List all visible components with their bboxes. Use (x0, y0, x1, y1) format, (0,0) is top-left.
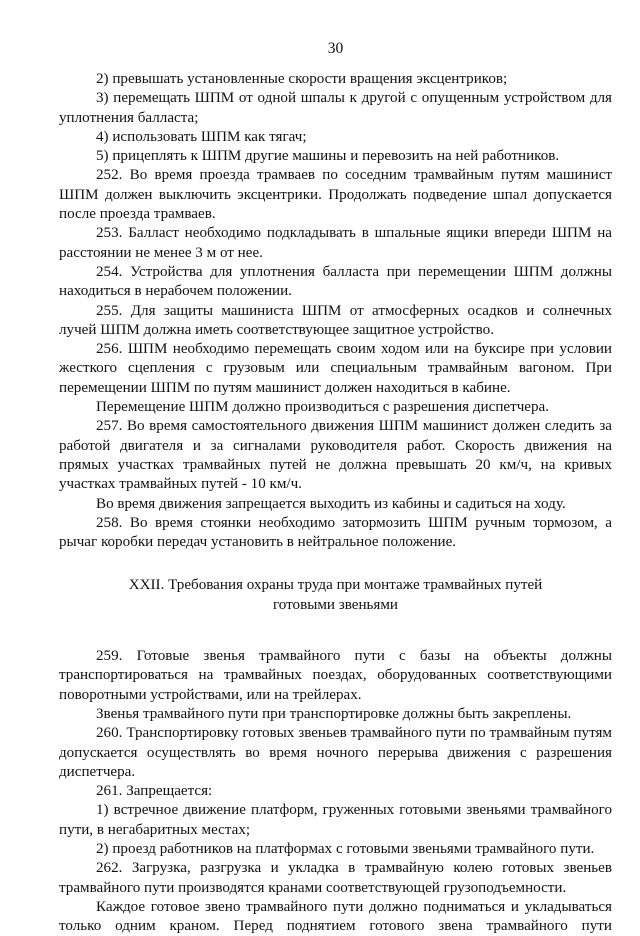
paragraph: 5) прицеплять к ШПМ другие машины и перевозить на ней работников. (96, 148, 560, 165)
paragraph: 259. Готовые звенья трамвайного пути с базы на объекты должны транспортироваться на трамвайных поездах, оборудованных соответствующими поворотными устройствами, или на трейлерах. (59, 648, 612, 703)
section-heading-line-2: готовыми звеньями (272, 596, 398, 613)
paragraph: 262. Загрузка, разгрузка и укладка в трамвайную колею готовых звеньев трамвайного пути производятся кранами соответствующей грузоподъемности. (59, 860, 612, 896)
paragraph: 4) использовать ШПМ как тягач; (96, 128, 307, 145)
paragraph: Каждое готовое звено трамвайного пути должно подниматься и укладываться только одним краном. Перед поднятием готового звена трамвайного пути (59, 898, 612, 935)
document-body (59, 70, 612, 936)
paragraph: 261. Запрещается: (96, 783, 213, 800)
paragraph: Звенья трамвайного пути при транспортировке должны быть закреплены. (96, 705, 572, 722)
paragraph: 2) проезд работников на платформах с готовыми звеньями трамвайного пути. (96, 840, 595, 857)
section-heading (59, 576, 612, 615)
paragraph: 254. Устройства для уплотнения балласта при перемещении ШПМ должны находиться в нерабочем положении. (59, 263, 612, 300)
paragraph: 257. Во время самостоятельного движения ШПМ машинист должен следить за работой двигателя и за сигналами руководителя работ. Скорость движения на прямых участках трамвайных путей не должна превышать 20 км/ч, на кривых участках трамвайных путей - 10 км/ч. (59, 418, 612, 493)
paragraph: 256. ШПМ необходимо перемещать своим ходом или на буксире при условии жесткого сцепления с грузовым или специальным трамвайным вагоном. При перемещении ШПМ по путям машинист должен находиться в кабине. (59, 341, 612, 396)
paragraph: 3) перемещать ШПМ от одной шпалы к другой с опущенным устройством для уплотнения балласта; (59, 90, 612, 126)
section-heading-line-1: XXII. Требования охраны труда при монтаже трамвайных путей (128, 577, 543, 594)
paragraph: 260. Транспортировку готовых звеньев трамвайного пути по трамвайным путям допускается осуществлять во время ночного перерыва движения с разрешения диспетчера. (59, 725, 612, 780)
paragraph: 1) встречное движение платформ, груженных готовыми звеньями трамвайного пути, в негабаритных местах; (59, 802, 612, 838)
paragraph: 253. Балласт необходимо подкладывать в шпальные ящики впереди ШПМ на расстоянии не менее 3 м от нее. (59, 225, 612, 261)
paragraph: 252. Во время проезда трамваев по соседним трамвайным путям машинист ШПМ должен выключить эксцентрики. Продолжать подведение шпал допускается после проезда трамваев. (59, 167, 612, 223)
paragraph: 2) превышать установленные скорости вращения эксцентриков; (96, 71, 508, 87)
paragraph: Перемещение ШПМ должно производиться с разрешения диспетчера. (96, 399, 550, 416)
paragraph: Во время движения запрещается выходить из кабины и садиться на ходу. (96, 495, 566, 512)
document-page (59, 0, 612, 935)
page-number: 30 (327, 40, 344, 57)
paragraph: 258. Во время стоянки необходимо затормозить ШПМ ручным тормозом, а рычаг коробки передач установить в нейтральное положение. (59, 514, 612, 551)
paragraph: 255. Для защиты машиниста ШПМ от атмосферных осадков и солнечных лучей ШПМ должна иметь соответствующее защитное устройство. (59, 302, 612, 338)
